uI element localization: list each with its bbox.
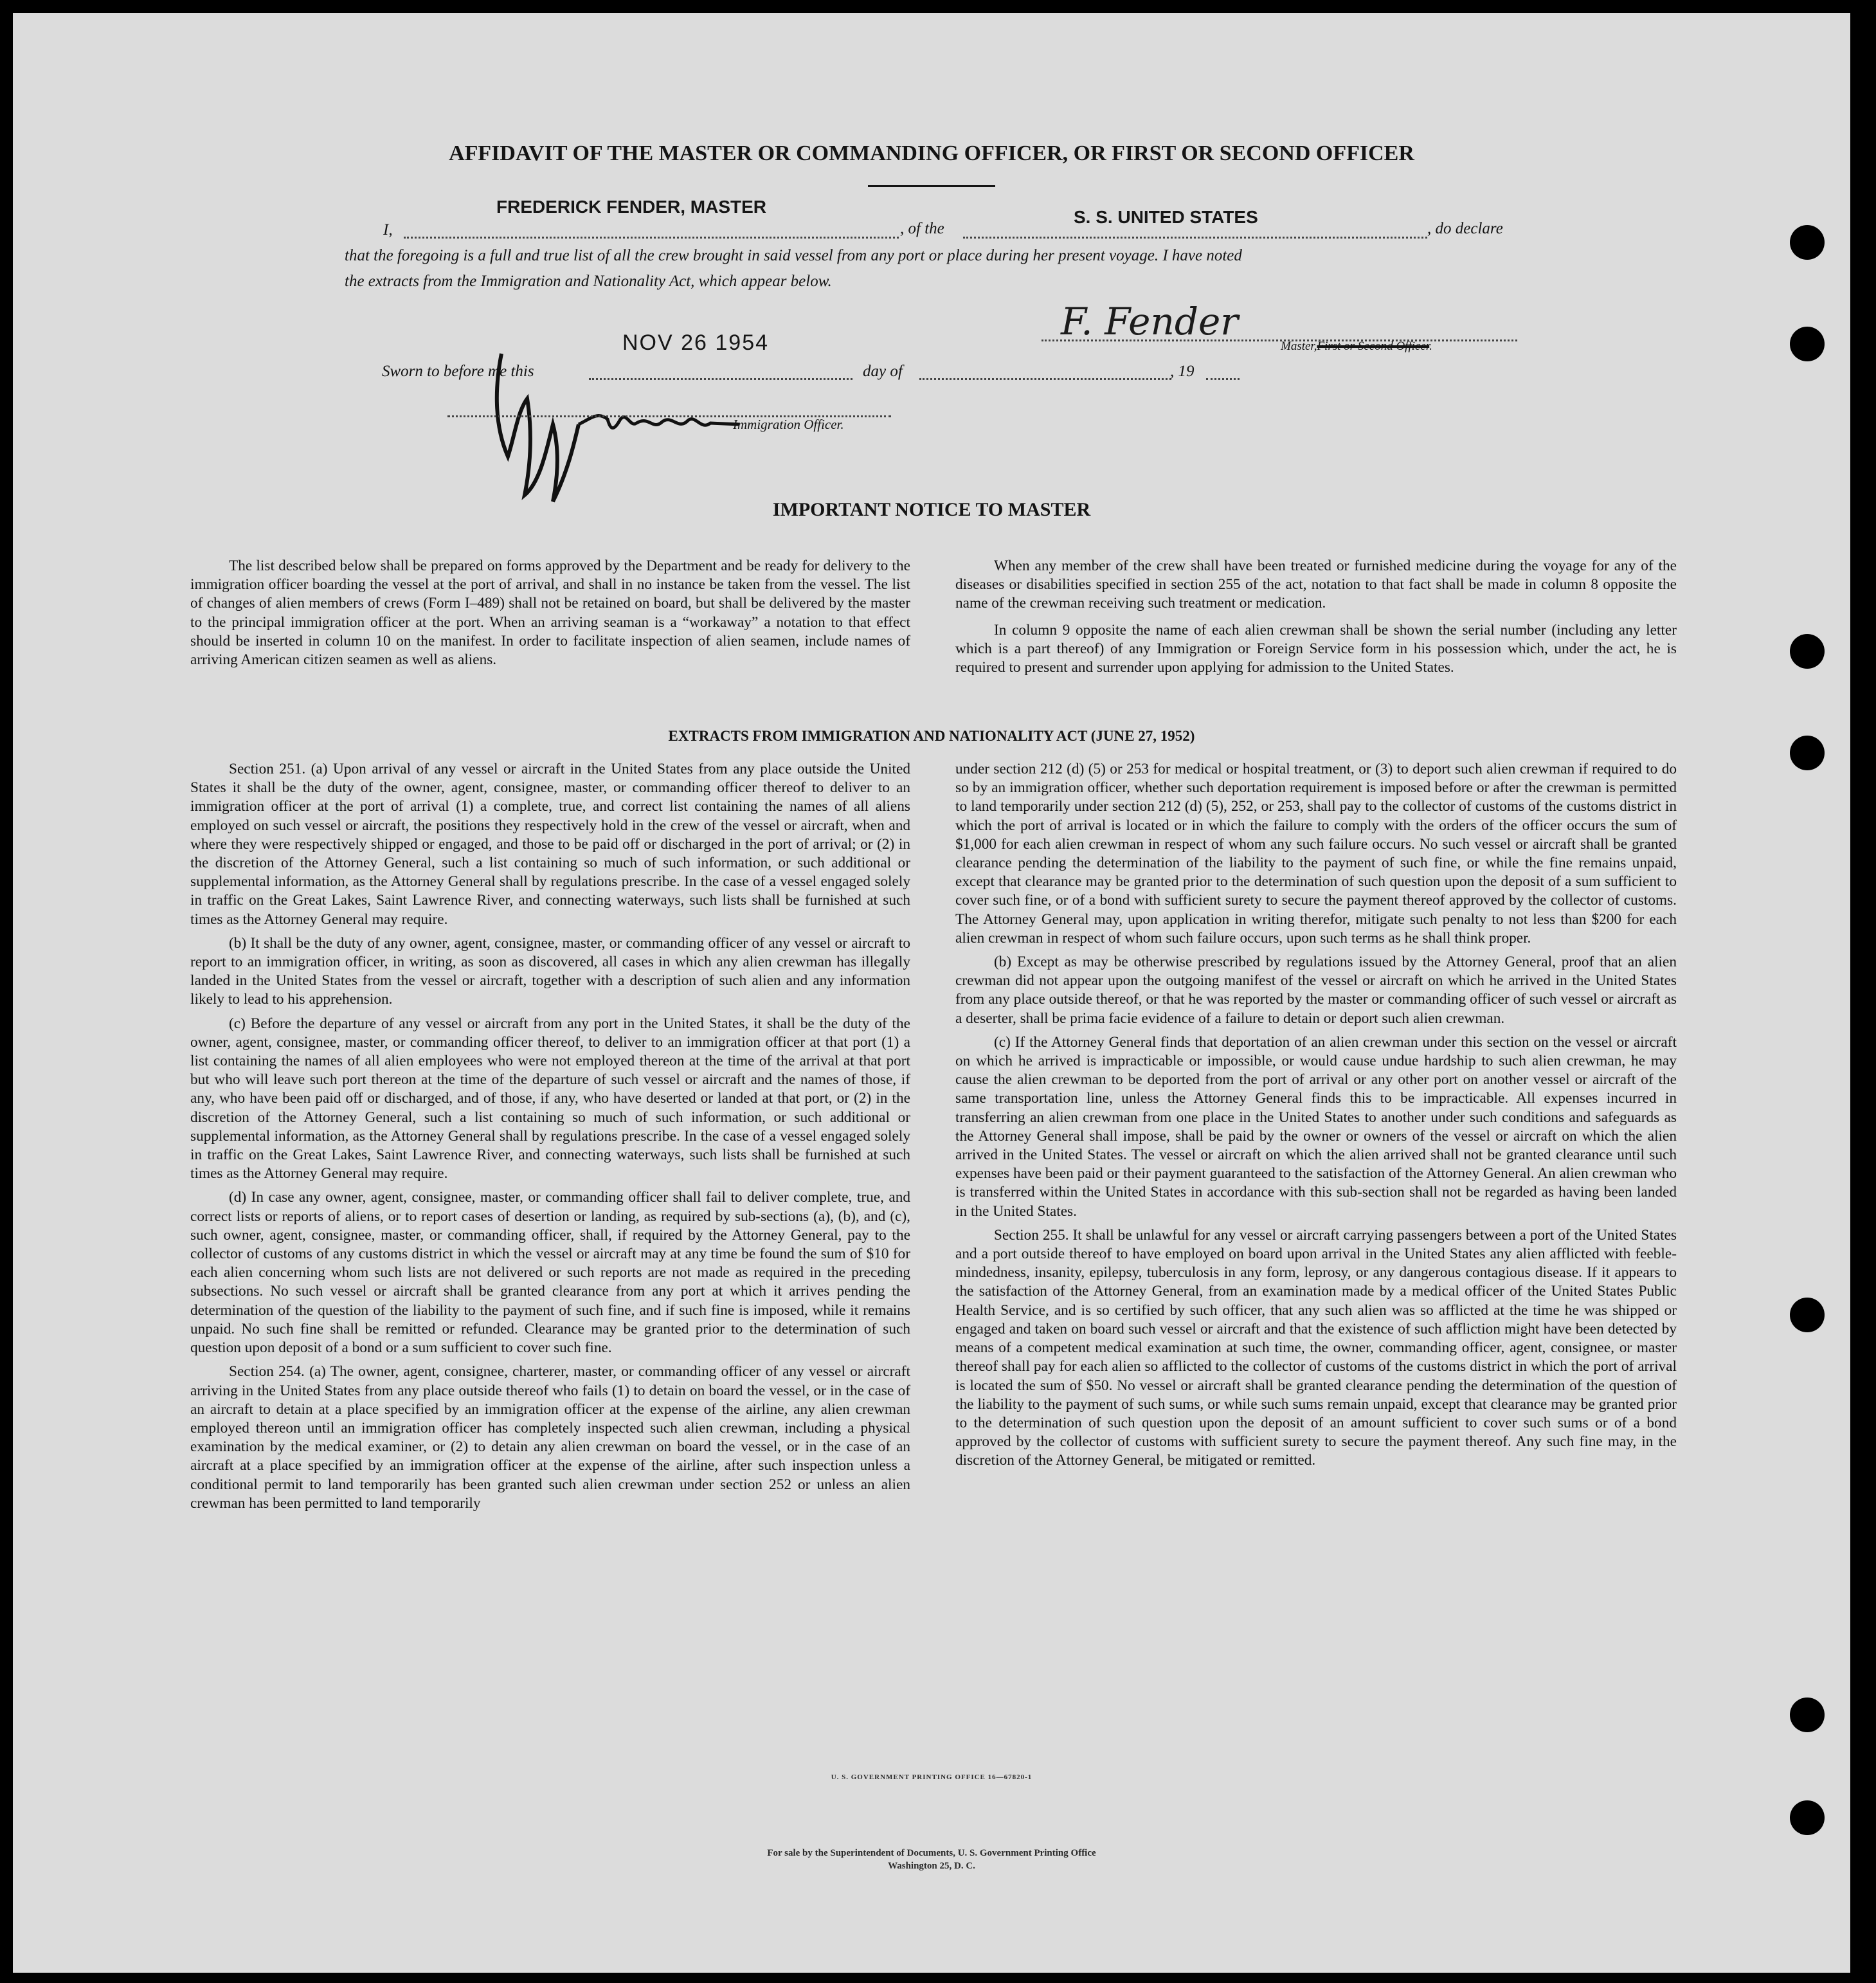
master-title-struck: First or Second Officer: [1317, 340, 1430, 353]
i-label: I,: [383, 221, 393, 239]
master-name-field: FREDERICK FENDER, MASTER: [496, 197, 767, 217]
extract-paragraph: under section 212 (d) (5) or 253 for medical or hospital treatment, or (3) to deport such alien crewman if required to do so by an immigration officer, whether such deportation requirement is imposed before or after the crewman is permitted to land temporarily under section 212 (d) (5), 252, or 253, shall pay to the collector of customs of the customs district in which the port of arrival is located or in which the failure to comply with the orders of the officer occurs the sum of $1,000 for each alien crewman in respect of whom any such failure occurs. No such vessel or aircraft shall be granted clearance pending the determination of the liability to the payment of such fine, or while the fine remains unpaid, except that clearance may be granted prior to the determination of such question upon the deposit of a sum sufficient to cover such fine, or of a bond with sufficient surety to secure the payment thereof approved by the collector of customs. The Attorney General may, upon application in writing therefor, mitigate such penalty to not less than $200 for each alien crewman in respect of whom such failure occurs, upon such terms as he shall think proper.: [955, 761, 1677, 946]
master-signature: F. Fender: [1061, 300, 1239, 343]
title-underline: [868, 185, 995, 187]
extract-paragraph: (b) Except as may be otherwise prescribed by regulations issued by the Attorney General, proof that an alien crewman did not appear upon the outgoing manifest of the vessel or aircraft on which he arrived in the United States from any place outside thereof, or that he was reported by the master or commanding officer of such vessel or aircraft as a deserter, shall be prima facie evidence of a failure to detain or deport such alien crewman.: [955, 954, 1677, 1027]
binder-hole: [1790, 327, 1825, 361]
binder-hole: [1790, 1800, 1825, 1835]
binder-hole: [1790, 634, 1825, 669]
statement-line-1: that the foregoing is a full and true list of all the crew brought in said vessel from any port or place during her present voyage. I have noted: [345, 247, 1242, 264]
declare-label: , do declare: [1427, 220, 1503, 237]
extracts-right-column: [955, 760, 1677, 1471]
binder-hole: [1790, 1298, 1825, 1332]
sale-line-1: For sale by the Superintendent of Documents, U. S. Government Printing Office: [767, 1848, 1096, 1858]
master-signature-line: [1042, 340, 1517, 341]
extract-paragraph: (b) It shall be the duty of any owner, agent, consignee, master, or commanding officer of any vessel or aircraft to report to an immigration officer, in writing, as soon as discovered, all cases in which any alien crewman has illegally landed in the United States from the vessel or aircraft, together with a description of such alien and any information likely to lead to his apprehension.: [190, 934, 910, 1008]
master-title: [1281, 340, 1432, 354]
extract-paragraph: Section 251. (a) Upon arrival of any vessel or aircraft in the United States from any place outside the United States it shall be the duty of the owner, agent, consignee, master, or commanding officer thereof to deliver to an immigration officer at the port of arrival (1) a complete, true, and correct list containing the names of all aliens employed on such vessel or aircraft, the positions they respectively hold in the crew of the vessel or aircraft, when and where they were respectively shipped or engaged, and those to be paid off or discharged in the port of arrival; or (2) in the discretion of the Attorney General, such a list containing so much of such information, or such additional or supplemental information, as the Attorney General shall by regulations prescribe. In the case of a vessel engaged solely in traffic on the Great Lakes, Saint Lawrence River, and connecting waterways, such lists shall be furnished at such times as the Attorney General may require.: [190, 761, 910, 928]
vessel-name-field: S. S. UNITED STATES: [1074, 207, 1258, 227]
sworn-month-line: [919, 378, 1171, 380]
extract-paragraph: Section 255. It shall be unlawful for any vessel or aircraft carrying passengers between a port of the United States and a port outside thereof to have employed on board upon arrival in the United States any alien afflicted with feeble-mindedness, insanity, epilepsy, tuberculosis in any form, leprosy, or any dangerous contagious disease. If it appears to the satisfaction of the Attorney General, from an examination made by a medical officer of the United States Public Health Service, and is so certified by such officer, that any such alien was so afflicted at the time he was shipped or engaged and taken on board such vessel or aircraft and that the existence of such affliction might have been detected by means of a competent medical examination at such time, the owner, commanding officer, agent, consignee, or master thereof shall pay for each alien so afflicted to the collector of customs of the customs district in which the port of arrival is located the sum of $50. No vessel or aircraft shall be granted clearance pending the determination of the question of the liability to the payment of such sums, or while such sums remain unpaid, except that clearance may be granted prior to the determination of such question upon the deposit of an amount sufficient to cover such sums or of a bond approved by the collector of customs with sufficient surety to secure the payment thereof. Any such fine may, in the discretion of the Attorney General, be mitigated or remitted.: [955, 1226, 1677, 1469]
officer-label: Immigration Officer.: [733, 417, 844, 432]
year-label: , 19: [1170, 363, 1195, 380]
day-of-label: day of: [863, 363, 903, 380]
master-name-line: [404, 237, 899, 239]
notice-left-column: [190, 557, 910, 669]
extract-paragraph: (c) Before the departure of any vessel or aircraft from any port in the United States, it shall be the duty of the owner, agent, consignee, master, or commanding officer thereof, to deliver to an immigration officer at that port (1) a list containing the names of all alien employees who were not employed thereon at the time of the arrival at that port but who will leave such port thereon at the time of the departure of such vessel or aircraft and the names of those, if any, who have been paid off or discharged, and of those, if any, who have deserted or landed at that port, or (2) in the discretion of the Attorney General, such a list containing so much of such information, or such additional or supplemental information, as the Attorney General shall by regulations prescribe. In the case of a vessel engaged solely in traffic on the Great Lakes, Saint Lawrence River, and connecting waterways, such lists shall be furnished at such times as the Attorney General may require.: [190, 1015, 910, 1182]
extract-paragraph: (d) In case any owner, agent, consignee, master, or commanding officer shall fail to deliver complete, true, and correct lists or reports of aliens, or to report cases of desertion or landing, as required by sub-sections (a), (b), and (c), such owner, agent, consignee, master, or commanding officer, shall, if required by the Attorney General, pay to the collector of customs of any customs district in which the vessel or aircraft may at any time be found the sum of $10 for each alien concerning whom such lists are not delivered or such reports are not made as required in the preceding subsections. No such vessel or aircraft shall be granted clearance from any port at which it arrives pending the determination of the question of the liability to the payment of such fine, and if such fine is imposed, while it remains unpaid. No such fine shall be remitted or refunded. Clearance may be granted prior to the determination of such question upon deposit of a bond or a sum sufficient to cover such fine.: [190, 1189, 910, 1357]
notice-right-column: [955, 557, 1677, 677]
affidavit-title: AFFIDAVIT OF THE MASTER OR COMMANDING OFFICER, OR FIRST OR SECOND OFFICER: [449, 141, 1414, 165]
officer-signature: [456, 334, 765, 514]
statement-line-2: the extracts from the Immigration and Nationality Act, which appear below.: [345, 273, 832, 290]
notice-paragraph: In column 9 opposite the name of each alien crewman shall be shown the serial number (including any letter which is a part thereof) of any Immigration or Foreign Service form in his possession which, under the act, he is required to present and surrender upon applying for admission to the United States.: [955, 621, 1677, 676]
of-the-label: , of the: [900, 220, 944, 237]
sale-line-2: Washington 25, D. C.: [888, 1861, 975, 1871]
document-page: [13, 13, 1850, 1973]
master-title-prefix: Master,: [1281, 340, 1317, 353]
master-title-suffix: .: [1429, 340, 1432, 353]
notice-paragraph: When any member of the crew shall have been treated or furnished medicine during the voyage for any of the diseases or disabilities specified in section 255 of the act, notation to that fact shall be made in column 8 opposite the name of the crewman receiving such treatment or medication.: [955, 557, 1677, 612]
notice-title: IMPORTANT NOTICE TO MASTER: [772, 499, 1091, 520]
binder-hole: [1790, 225, 1825, 260]
extracts-title: EXTRACTS FROM IMMIGRATION AND NATIONALITY ACT (JUNE 27, 1952): [668, 728, 1195, 744]
printer-line: U. S. GOVERNMENT PRINTING OFFICE 16—67820-1: [831, 1773, 1033, 1781]
notice-paragraph: The list described below shall be prepared on forms approved by the Department and be ready for delivery to the immigration officer boarding the vessel at the port of arrival, and shall in no instance be taken from the vessel. The list of changes of alien members of crews (Form I–489) shall not be retained on board, but shall be delivered by the master to the principal immigration officer at the port. When an arriving seaman is a “workaway” a notation to that effect should be inserted in column 10 on the manifest. In order to facilitate inspection of alien seamen, include names of arriving American citizen seamen as well as aliens.: [190, 557, 910, 669]
sworn-label: Sworn to before me this: [382, 363, 534, 380]
sworn-year-line: [1206, 378, 1240, 380]
extracts-left-column: [190, 760, 910, 1513]
vessel-name-line: [963, 237, 1427, 239]
extract-paragraph: Section 254. (a) The owner, agent, consignee, charterer, master, or commanding officer of any vessel or aircraft arriving in the United States from any place outside thereof who fails (1) to detain on board the vessel, or in the case of an aircraft to detain at a place specified by an immigration officer at the expense of the airline, any alien crewman employed thereon until an immigration officer has completely inspected such alien crewman, including a physical examination by the medical examiner, or (2) to detain any alien crewman on board the vessel, or in the case of an aircraft at a place specified by an immigration officer at the expense of the airline, after such inspection unless a conditional permit to land temporarily has been granted such alien crewman under section 252 or unless an alien crewman has been permitted to land temporarily: [190, 1363, 910, 1512]
extract-paragraph: (c) If the Attorney General finds that deportation of an alien crewman under this section on the vessel or aircraft on which he arrived is impracticable or impossible, or would cause undue hardship to such alien crewman, he may cause the alien crewman to be deported from the port of arrival or any other port on another vessel or aircraft of the same transportation line, unless the Attorney General finds this to be impracticable. All expenses incurred in transferring an alien crewman from one place in the United States to another under such conditions and safeguards as the Attorney General shall impose, shall be paid by the owner or owners of the vessel or aircraft on which the alien arrived in the United States. The vessel or aircraft on which the alien arrived shall not be granted clearance until such expenses have been paid or their payment guaranteed to the satisfaction of the Attorney General. An alien crewman who is transferred within the United States in accordance with this sub-section shall not be regarded as having been landed in the United States.: [955, 1033, 1677, 1220]
binder-hole: [1790, 1698, 1825, 1732]
sworn-date-stamp: NOV 26 1954: [622, 330, 770, 355]
